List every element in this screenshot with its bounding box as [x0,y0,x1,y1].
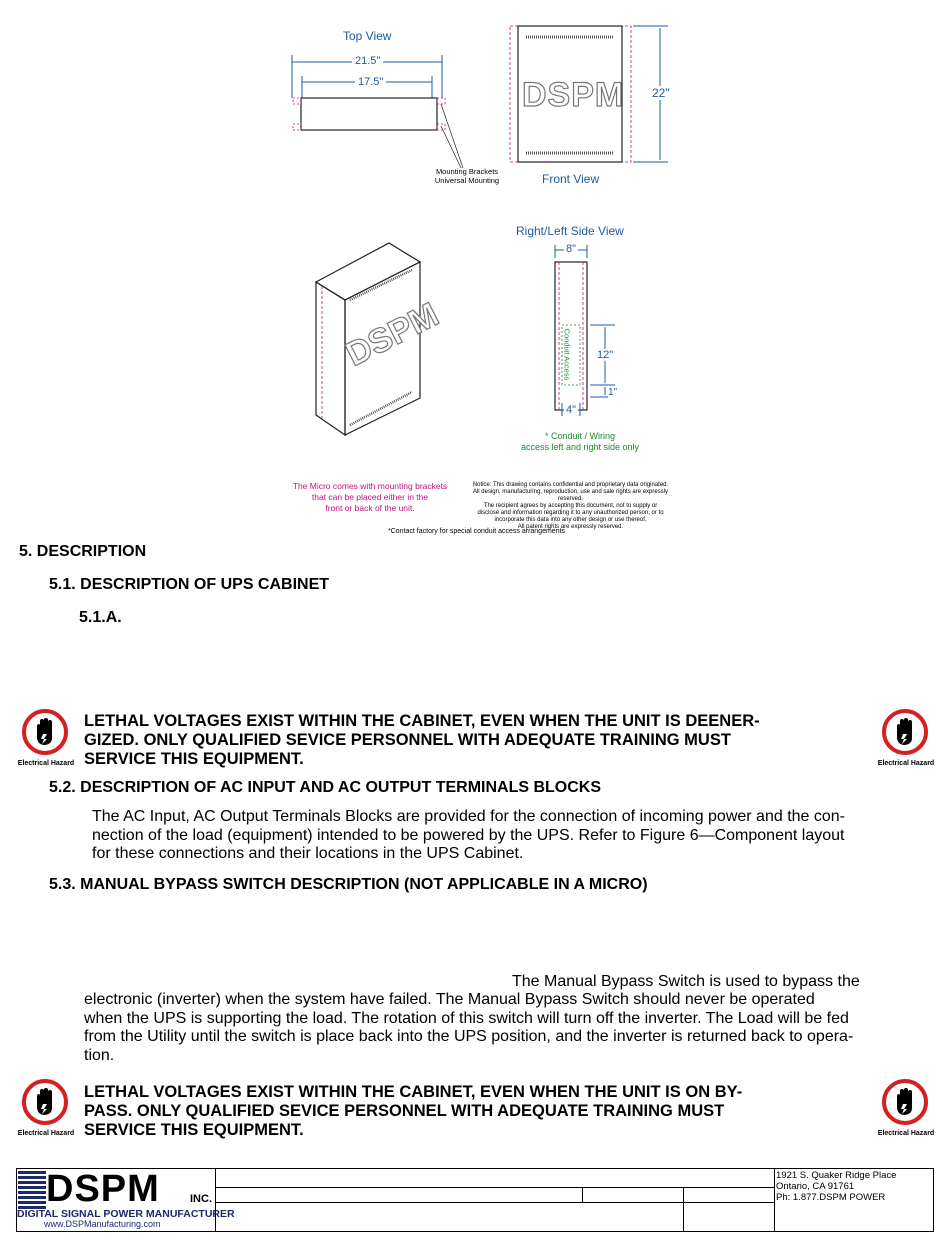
electrical-hazard-icon [20,708,70,765]
electrical-hazard-icon [880,708,930,765]
title-cell-6 [683,1202,775,1232]
proprietary-notice: Notice: This drawing contains confidential and proprietary data originated. All design, manufacturing, reproduction, use and sale rights are expressly reserved. The recipient agrees by accepting this document, not to supply or disclose and information regarding it to any unauthorized person, or to incorporate this data into any other design or use thereof. All patent rights are expressly reserved. [472,482,669,530]
logo-inc: INC. [190,1193,212,1205]
title-cell-3 [582,1187,684,1203]
dim-4: 4" [566,404,577,416]
dim-17-5: 17.5" [355,76,386,88]
warning-text-2: LETHAL VOLTAGES EXIST WITHIN THE CABINET, EVEN WHEN THE UNIT IS ON BY- PASS. ONLY QUALIFIED SEVICE PERSONNEL WITH ADEQUATE TRAINING MUST SERVICE THIS EQUIPMENT. [84,1083,743,1139]
front-view-title: Front View [542,172,600,186]
electrical-hazard-icon [20,1078,70,1135]
electrical-hazard-icon [880,1078,930,1135]
top-view-title: Top View [343,29,392,43]
contact-note: *Contact factory for special conduit access arrangements [388,528,566,535]
hazard-label-left-2: Electrical Hazard [17,1130,75,1137]
warning-text-1: LETHAL VOLTAGES EXIST WITHIN THE CABINET, EVEN WHEN THE UNIT IS DEENER- GIZED. ONLY QUALIFIED SEVICE PERSONNEL WITH ADEQUATE TRAINING MUST SERVICE THIS EQUIPMENT. [84,712,760,768]
section-5-3-heading: 5.3. MANUAL BYPASS SWITCH DESCRIPTION (NOT APPLICABLE IN A MICRO) [49,876,648,893]
title-cell-2 [215,1187,583,1203]
section-5-1-heading: 5.1. DESCRIPTION OF UPS CABINET [49,576,330,593]
title-cell-1 [215,1168,775,1188]
title-cell-5 [215,1202,684,1232]
hazard-label-right-2: Electrical Hazard [877,1130,935,1137]
drawing-lines [0,0,950,540]
logo-url: www.DSPManufacturing.com [44,1219,161,1229]
front-view-logo: DSPM [522,76,625,114]
mounting-brackets-label: Mounting Brackets Universal Mounting [434,167,500,185]
company-address: 1921 S. Quaker Ridge Place Ontario, CA 91761 Ph: 1.877.DSPM POWER [776,1170,897,1203]
micro-note: The Micro comes with mounting brackets that can be placed either in the front or back of the unit. [292,481,448,513]
dim-22: 22" [652,86,670,100]
section-5-2-body: The AC Input, AC Output Terminals Blocks are provided for the connection of incoming power and the con- nection of the load (equipment) intended to be powered by the UPS. Refer to Figure 6—Component layout for these connections and their locations in the UPS Cabinet. [92,808,846,862]
title-cell-4 [683,1187,775,1203]
section-5-3-body-first-line: The Manual Bypass Switch is used to bypass the [512,973,860,990]
side-view-title: Right/Left Side View [516,224,624,238]
dim-12: 12" [597,349,614,361]
hazard-label-right-1: Electrical Hazard [877,760,935,767]
section-5-3-body: electronic (inverter) when the system have failed. The Manual Bypass Switch should never be operated when the UPS is supporting the load. The rotation of this switch will turn off the inverter. The Load will be fed from the Utility until the switch is place back into the UPS position, and the inverter is returned back to opera- tion. [84,991,854,1064]
dim-8: 8" [566,243,577,255]
logo-tagline: DIGITAL SIGNAL POWER MANUFACTURER [17,1208,235,1220]
dim-1: 1" [608,387,618,398]
hazard-label-left-1: Electrical Hazard [17,760,75,767]
logo-text: DSPM [46,1168,160,1210]
iso-logo: DSPM [340,295,445,374]
section-5-2-heading: 5.2. DESCRIPTION OF AC INPUT AND AC OUTPUT TERMINALS BLOCKS [49,779,602,796]
dim-21-5: 21.5" [352,55,383,67]
section-5-heading: 5. DESCRIPTION [19,543,147,560]
logo-stripes-icon [18,1171,46,1209]
conduit-note: * Conduit / Wiring access left and right side only [520,431,640,452]
conduit-access-label: Conduit Access [562,328,572,381]
section-5-1-a-heading: 5.1.A. [79,609,122,626]
